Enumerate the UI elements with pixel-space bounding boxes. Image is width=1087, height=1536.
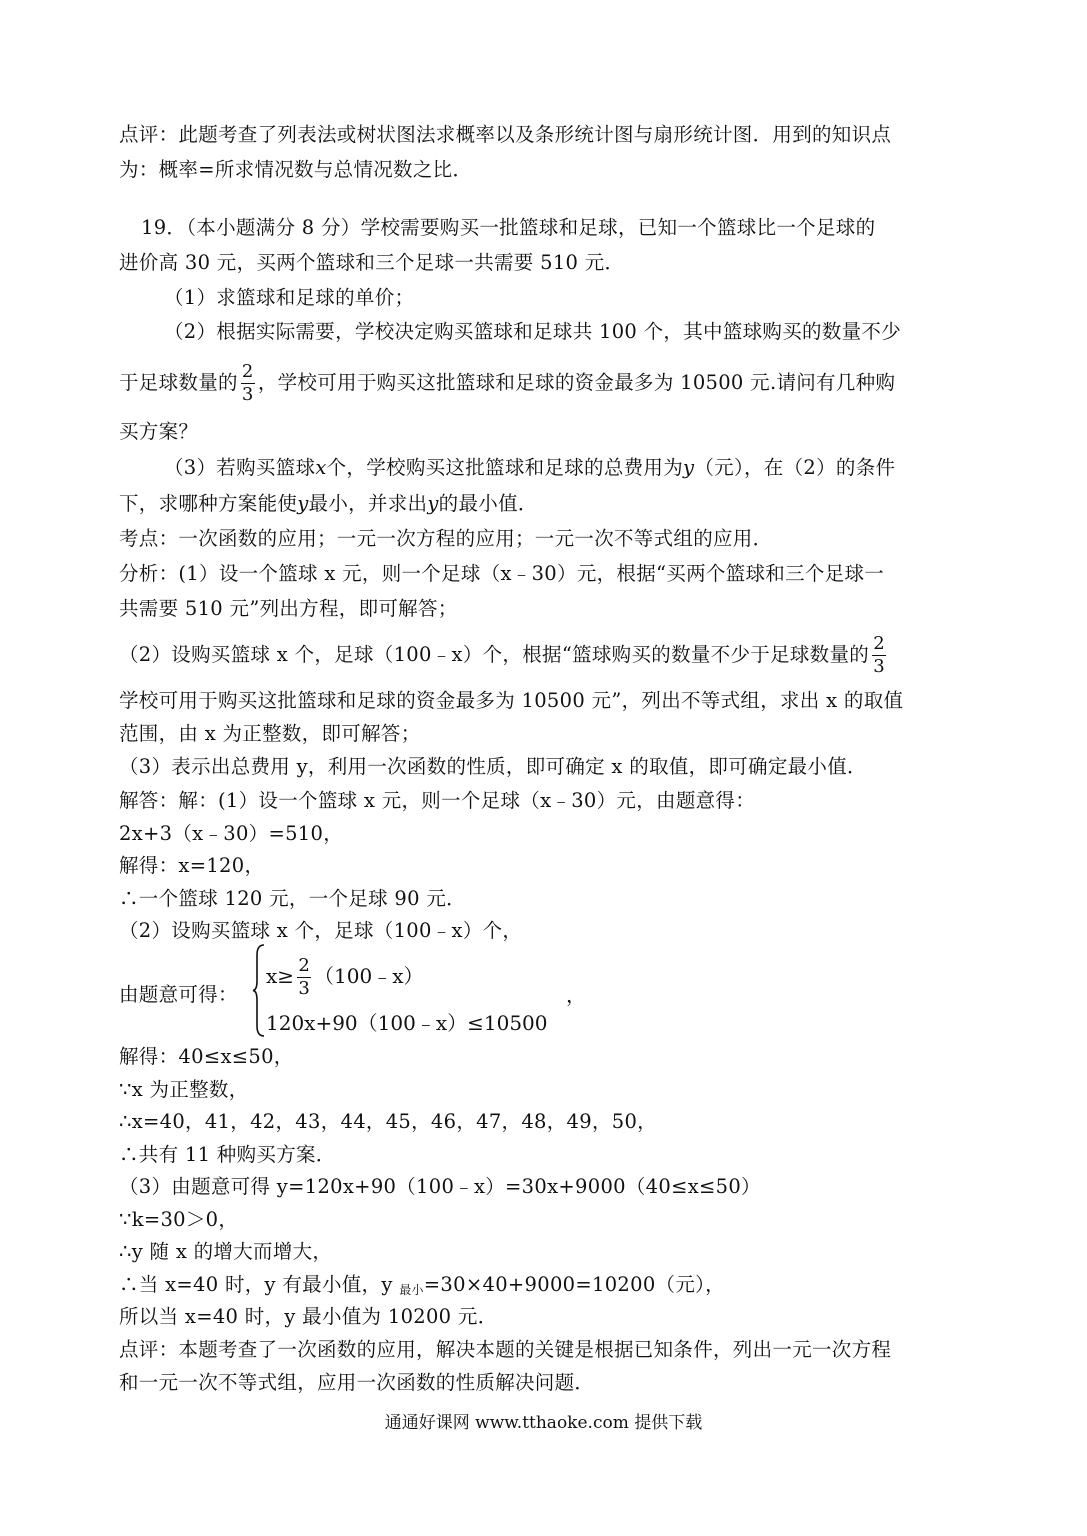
review-line-2: 为：概率=所求情况数与总情况数之比． [119,158,473,181]
inequality-1 [266,955,424,1000]
inequality-1-lhs: x≥ [266,964,295,988]
solution-line-8: ∵x 为正整数， [119,1078,249,1101]
part-2-text-b: ，学校可用于购买这批篮球和足球的资金最多为 10500 元.请问有几种购 [257,371,896,394]
part-3-text-c: （元），在（2）的条件 [694,456,896,479]
analysis-line-2: 共需要 510 元”列出方程，即可解答； [119,597,458,620]
inequality-system [252,943,592,1038]
question-19-part-1: （1）求篮球和足球的单价； [164,286,415,309]
fraction-numerator-2: 2 [873,633,885,654]
question-19-part-2-line-2 [119,361,895,406]
solution-line-11: （3）由题意可得 y=120x+90（100﹣x）=30x+9000（40≤x≤50） [119,1175,761,1198]
kaodian: 考点：一次函数的应用；一元一次方程的应用；一元一次不等式组的应用． [119,527,773,550]
var-y-2: y [297,492,309,515]
solution-line-1: 解答：解：(1）设一个篮球 x 元，则一个足球（x﹣30）元，由题意得： [119,789,756,812]
fraction-numerator-3: 2 [298,955,310,976]
fraction-two-thirds [241,361,255,406]
analysis-line-5: 范围，由 x 为正整数，即可解答； [119,722,421,745]
part-3-text-e: 最小，并求出 [308,492,428,515]
question-19-part-3-line-2 [119,489,538,519]
part-2-text-a: 于足球数量的 [119,371,238,394]
review2-line-1: 点评：本题考查了一次函数的应用，解决本题的关键是根据已知条件，列出一元一次方程 [119,1338,892,1361]
fraction-denominator: 3 [241,384,254,405]
inequality-2: 120x+90（100﹣x）≤10500 [266,1011,548,1035]
review-line-1: 点评：此题考查了列表法或树状图法求概率以及条形统计图与扇形统计图．用到的知识点 [119,123,892,146]
part-3-text-b: 个，学校购买这批篮球和足球的总费用为 [326,456,684,479]
fraction-numerator: 2 [241,361,254,382]
fraction-denominator-3: 3 [298,978,310,999]
solution-line-9: ∴x=40，41，42，43，44，45，46，47，48，49，50， [119,1110,657,1133]
question-19-line-1: 19．（本小题满分 8 分）学校需要购买一批篮球和足球，已知一个篮球比一个足球的 [141,216,876,239]
analysis-line-3 [119,633,889,678]
fraction-denominator-2: 3 [873,656,885,677]
review2-line-2: 和一元一次不等式组，应用一次函数的性质解决问题． [119,1371,595,1394]
part-3-text-d: 下，求哪种方案能使 [119,492,298,515]
inequality-1-rhs: （100﹣x） [314,964,424,988]
system-comma: ， [566,983,586,1007]
analysis-line-4: 学校可用于购买这批篮球和足球的资金最多为 10500 元”，列出不等式组，求出 x 的取值 [119,689,904,712]
solution-line-14-b: =30×40+9000=10200（元）， [423,1273,725,1296]
solution-line-5: （2）设购买篮球 x 个，足球（100﹣x）个， [119,919,523,942]
solution-line-7: 解得：40≤x≤50， [119,1045,294,1068]
solution-line-6: 由题意可得： [119,983,238,1006]
question-19-part-2-line-3: 买方案？ [119,420,199,443]
solution-line-10: ∴共有 11 种购买方案． [119,1143,336,1166]
page-footer: 通通好课网 www.tthaoke.com 提供下载 [384,1413,703,1433]
solution-line-2: 2x+3（x﹣30）=510， [119,822,344,845]
solution-line-14 [119,1270,725,1305]
question-19-part-3-line-1 [164,453,895,483]
part-3-text-f: 的最小值． [438,492,538,515]
solution-line-3: 解得：x=120， [119,854,265,877]
fraction-two-thirds-2 [872,633,886,678]
solution-line-15: 所以当 x=40 时，y 最小值为 10200 元． [119,1305,498,1328]
part-3-text-a: （3）若购买篮球 [164,456,316,479]
fraction-two-thirds-3 [297,955,311,1000]
solution-line-4: ∴一个篮球 120 元，一个足球 90 元． [119,887,466,910]
question-19-line-2: 进价高 30 元，买两个篮球和三个足球一共需要 510 元． [119,251,625,274]
analysis-line-6: （3）表示出总费用 y，利用一次函数的性质，即可确定 x 的取值，即可确定最小值． [119,755,867,778]
var-x: x [315,456,327,479]
var-y-3: y [427,492,439,515]
analysis-line-3-text: （2）设购买篮球 x 个，足球（100﹣x）个，根据“篮球购买的数量不少于足球数量的 [119,643,870,666]
analysis-line-1: 分析：(1）设一个篮球 x 元，则一个足球（x﹣30）元，根据“买两个篮球和三个足球一 [119,562,885,585]
solution-line-14-a: ∴当 x=40 时，y 有最小值，y [119,1273,400,1296]
solution-line-13: ∴y 随 x 的增大而增大， [119,1240,333,1263]
var-y: y [683,456,695,479]
question-19-part-2-line-1: （2）根据实际需要，学校决定购买篮球和足球共 100 个，其中篮球购买的数量不少 [164,320,902,343]
left-brace-icon [252,943,266,1038]
solution-line-12: ∵k=30＞0， [119,1208,239,1231]
subscript-min: 最小 [399,1283,424,1297]
